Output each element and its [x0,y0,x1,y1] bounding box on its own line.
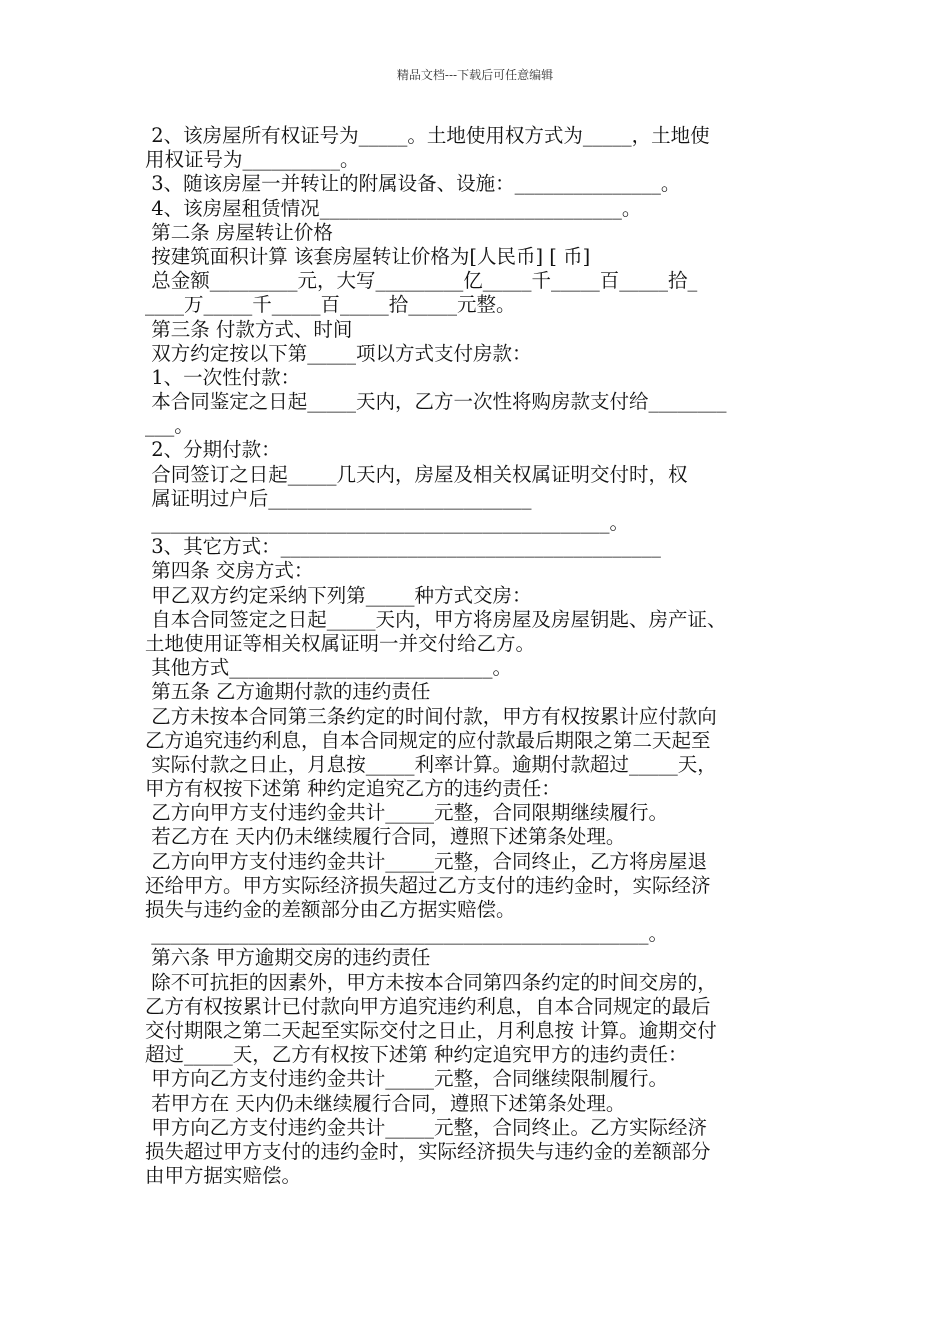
text-line: ___。 [145,414,194,438]
text-line: 超过_____天，乙方有权按下述第 种约定追究甲方的违约责任： [145,1043,688,1067]
text-line: 若甲方在 天内仍未继续履行合同，遵照下述第条处理。 [145,1091,626,1115]
text-line: 第三条 付款方式、时间 [145,317,353,341]
text-line: 若乙方在 天内仍未继续履行合同，遵照下述第条处理。 [145,825,626,849]
text-line: 损失与违约金的差额部分由乙方据实赔偿。 [145,898,516,921]
text-line: 还给甲方。甲方实际经济损失超过乙方支付的违约金时，实际经济 [145,873,711,897]
text-line: 乙方向甲方支付违约金共计_____元整，合同终止，乙方将房屋退 [145,849,707,873]
text-line: 第五条 乙方逾期付款的违约责任 [145,680,431,704]
text-line: 1、一次性付款： [145,365,301,389]
text-line: 甲乙双方约定采纳下列第_____种方式交房： [145,583,532,607]
text-line: 乙方有权按累计已付款向甲方追究违约利息，自本合同规定的最后 [145,994,711,1018]
text-line: 4、该房屋租赁情况_______________________________。 [145,196,642,220]
text-line: 交付期限之第二天起至实际交付之日止，月利息按 计算。逾期交付 [145,1018,717,1042]
text-line: 自本合同签定之日起_____天内，甲方将房屋及房屋钥匙、房产证、 [145,607,727,631]
text-line: ____万_____千_____百_____拾_____元整。 [145,293,516,317]
text-line: 甲方向乙方支付违约金共计_____元整，合同继续限制履行。 [145,1067,668,1091]
contract-body [145,124,825,1188]
text-line: 损失超过甲方支付的违约金时，实际经济损失与违约金的差额部分 [145,1139,711,1163]
text-line: 其他方式___________________________。 [145,656,512,680]
text-line: ___________________________________________________。 [145,922,668,946]
text-line: 双方约定按以下第_____项以方式支付房款： [145,341,532,365]
text-line: 第二条 房屋转让价格 [145,220,333,244]
text-line: 第四条 交房方式： [145,559,314,583]
text-line: 合同签订之日起_____几天内，房屋及相关权属证明交付时，权 [145,462,688,486]
text-line: 本合同鉴定之日起_____天内，乙方一次性将购房款支付给________ [145,390,727,414]
text-line: 2、分期付款： [145,438,281,462]
text-line: 由甲方据实赔偿。 [145,1164,302,1188]
text-line: 乙方追究违约利息，自本合同规定的应付款最后期限之第二天起至 [145,728,711,752]
text-line: 甲方向乙方支付违约金共计_____元整，合同终止。乙方实际经济 [145,1115,707,1139]
text-line: 除不可抗拒的因素外，甲方未按本合同第四条约定的时间交房的， [145,970,717,994]
text-line: 用权证号为__________。 [145,148,360,172]
text-line: _______________________________________________。 [145,511,629,534]
text-line: 属证明过户后___________________________ [145,486,532,510]
text-line: 2、该房屋所有权证号为_____。土地使用权方式为_____，土地使 [145,124,710,147]
text-line: 按建筑面积计算 该套房屋转让价格为[人民币] [ 币] [145,244,591,268]
text-line: 3、其它方式：_______________________________________ [145,535,661,559]
text-line: 第六条 甲方逾期交房的违约责任 [145,946,431,970]
text-line: 乙方未按本合同第三条约定的时间付款，甲方有权按累计应付款向 [145,704,717,728]
text-line: 3、随该房屋一并转让的附属设备、设施：_______________。 [145,172,681,196]
text-line: 甲方有权按下述第 种约定追究乙方的违约责任： [145,777,561,801]
text-line: 实际付款之日止，月息按_____利率计算。逾期付款超过_____天， [145,752,717,776]
text-line: 乙方向甲方支付违约金共计_____元整，合同限期继续履行。 [145,801,668,825]
text-line: 土地使用证等相关权属证明一并交付给乙方。 [145,631,536,655]
page-header: 精品文档---下载后可任意编辑 [396,68,554,82]
text-line: 总金额_________元，大写_________亿_____千_____百_____拾_ [145,269,698,293]
